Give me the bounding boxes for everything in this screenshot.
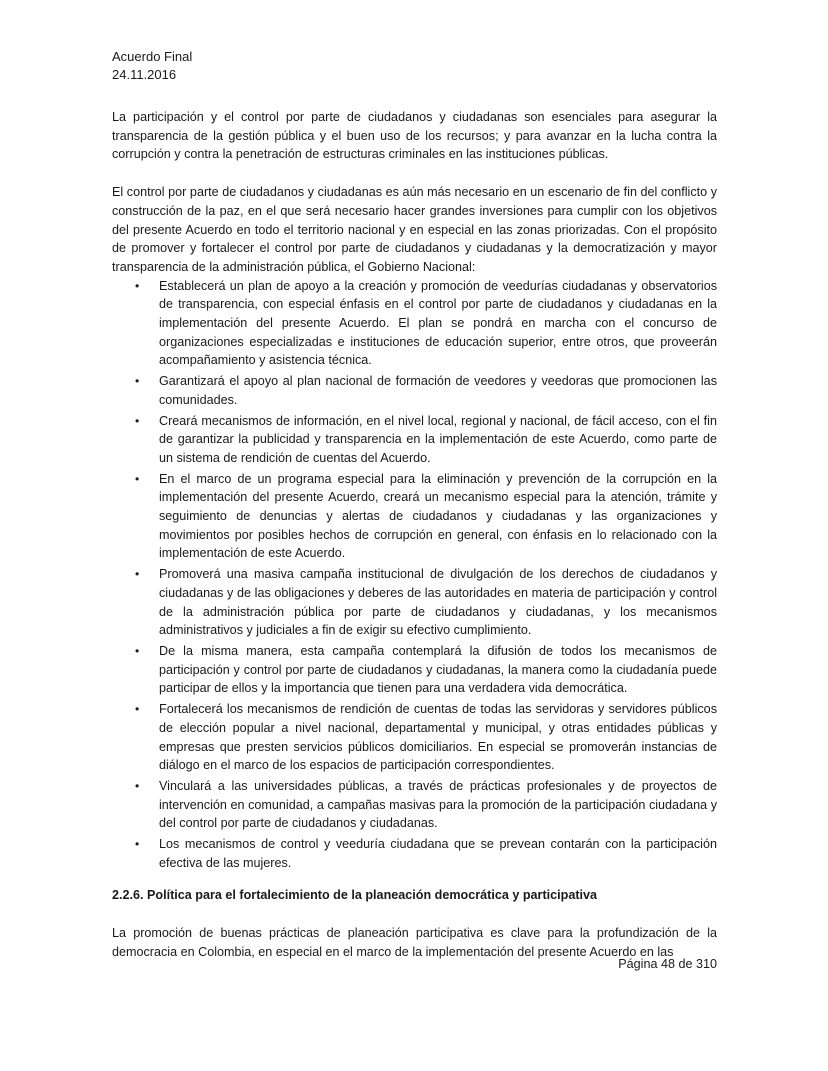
bullet-icon: • [135, 778, 140, 793]
section-paragraph-1: La promoción de buenas prácticas de planeación participativa es clave para la profundización de la democracia en Colombia, en especial en el marco de la implementación del presente Acuerdo en las [112, 926, 717, 959]
list-item [112, 565, 717, 640]
list-item-text: Establecerá un plan de apoyo a la creación y promoción de veedurías ciudadanas y observatorios de transparencia, con especial énfasis en el control por parte de ciudadanos y ciudadanas en la implementación del presente Acuerdo. El plan se pondrá en marcha con el concurso de organizaciones especializadas e instituciones de educación superior, entre otros, que proveerán acompañamiento y asistencia técnica. [159, 278, 717, 368]
list-item-text: Garantizará el apoyo al plan nacional de formación de veedores y veedoras que promocionen las comunidades. [159, 374, 717, 407]
list-item [112, 277, 717, 371]
list-item-text: Creará mecanismos de información, en el nivel local, regional y nacional, de fácil acceso, con el fin de garantizar la publicidad y transparencia en la implementación de este Acuerdo, como parte de un sistema de rendición de cuentas del Acuerdo. [159, 413, 717, 465]
bullet-icon: • [135, 471, 140, 486]
bullet-list [112, 277, 717, 873]
document-body [112, 108, 717, 962]
list-item-text: De la misma manera, esta campaña contemplará la difusión de todos los mecanismos de participación y control por parte de ciudadanos y ciudadanas, la manera como la ciudadanía puede participar de ellos y la importancia que tienen para una verdadera vida democrática. [159, 643, 717, 696]
page-header [112, 48, 192, 84]
paragraph-2: El control por parte de ciudadanos y ciudadanas es aún más necesario en un escenario de fin del conflicto y construcción de la paz, en el que será necesario hacer grandes inversiones para cumplir con los objetivos del presente Acuerdo en todo el territorio nacional y en especial en las zonas priorizadas. Con el propósito de promover y fortalecer el control por parte de ciudadanos y ciudadanas y la democratización y mayor transparencia de la administración pública, el Gobierno Nacional: [112, 185, 717, 274]
list-item-text: Fortalecerá los mecanismos de rendición de cuentas de todas las servidoras y servidores públicos de elección popular a nivel nacional, departamental y municipal, y otras entidades públicas y empresas que presten servicios públicos domiciliarios. En especial se promoverán instancias de diálogo en el marco de los espacios de participación correspondientes. [159, 702, 717, 773]
list-item-text: En el marco de un programa especial para la eliminación y prevención de la corrupción en la implementación del presente Acuerdo, creará un mecanismo especial para la atención, trámite y seguimiento de denuncias y alertas de ciudadanos y ciudadanas y las organizaciones y movimientos por posibles hechos de corrupción en general, con énfasis en lo relacionado con la implementación de este Acuerdo. [159, 471, 717, 561]
bullet-icon: • [135, 374, 140, 389]
list-item-text: Vinculará a las universidades públicas, a través de prácticas profesionales y de proyectos de intervención en comunidad, a campañas masivas para la promoción de la participación ciudadana y del control por parte de ciudadanos y ciudadanas. [159, 778, 717, 831]
section-heading: 2.2.6. Política para el fortalecimiento de la planeación democrática y participativa [112, 888, 598, 903]
list-item [112, 700, 717, 775]
bullet-icon: • [135, 643, 140, 658]
header-date: 24.11.2016 [112, 67, 177, 82]
list-item [112, 777, 717, 833]
list-item [112, 470, 717, 564]
bullet-icon: • [135, 278, 140, 293]
list-item [112, 642, 717, 698]
bullet-icon: • [135, 413, 140, 428]
paragraph-1: La participación y el control por parte de ciudadanos y ciudadanas son esenciales para asegurar la transparencia de la gestión pública y el buen uso de los recursos; y para avanzar en la lucha contra la corrupción y contra la penetración de estructuras criminales en las instituciones públicas. [112, 110, 717, 162]
bullet-icon: • [135, 837, 140, 852]
bullet-icon: • [135, 567, 140, 582]
list-item [112, 412, 717, 468]
page-number: Página 48 de 310 [618, 957, 717, 971]
list-item [112, 372, 717, 409]
list-item-text: Promoverá una masiva campaña institucional de divulgación de los derechos de ciudadanos y ciudadanas y de las obligaciones y deberes de las autoridades en materia de participación y control de la administración pública por parte de ciudadanos y ciudadanas, y los mecanismos administrativos y judiciales a fin de exigir su efectivo cumplimiento. [159, 567, 717, 638]
list-item [112, 835, 717, 872]
header-title: Acuerdo Final [112, 49, 193, 64]
bullet-icon: • [135, 702, 140, 717]
list-item-text: Los mecanismos de control y veeduría ciudadana que se prevean contarán con la participación efectiva de las mujeres. [159, 837, 717, 870]
